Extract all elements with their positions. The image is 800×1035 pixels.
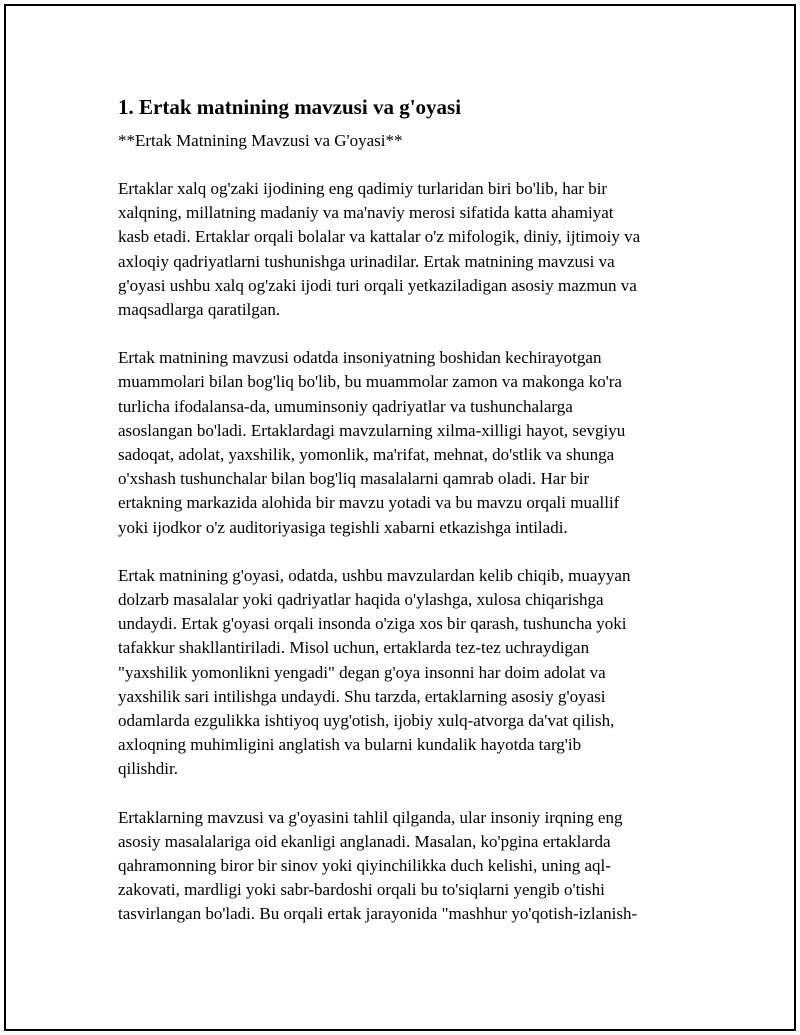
document-subtitle: **Ertak Matnining Mavzusi va G'oyasi** — [118, 131, 403, 150]
document-title: 1. Ertak matnining mavzusi va g'oyasi — [118, 95, 462, 119]
paragraph-4: Ertaklarning mavzusi va g'oyasini tahlil qilganda, ular insoniy irqning eng asosiy masalalariga oid ekanligi anglanadi. Masalan, ko'pgina ertaklarda qahramonning biror bir sinov yoki qiyinchilikka duch kelishi, uning aql- zakovati, mardligi yoki sabr-bardoshi orqali bu to'siqlarni yengib o'tishi tasvirlangan bo'ladi. Bu orqali ertak jarayonida "mashhur yo'qotish-izlanish- — [118, 807, 638, 924]
document-body — [118, 93, 684, 927]
paragraph-3: Ertak matnining g'oyasi, odatda, ushbu mavzulardan kelib chiqib, muayyan dolzarb masalalar yoki qadriyatlar haqida o'ylashga, xulosa chiqarishga undaydi. Ertak g'oyasi orqali insonda o'ziga xos bir qarash, tushuncha yoki tafakkur shakllantiriladi. Misol uchun, ertaklarda tez-tez uchraydigan "yaxshilik yomonlikni yengadi" degan g'oya insonni har doim adolat va yaxshilik sari intilishga undaydi. Shu tarzda, ertaklarning asosiy g'oyasi odamlarda ezgulikka ishtiyoq uyg'otish, ijobiy xulq-atvorga da'vat qilish, axloqning muhimligini anglatish va bularni kundalik hayotda targ'ib qilishdir. — [118, 565, 631, 779]
paragraph-2: Ertak matnining mavzusi odatda insoniyatning boshidan kechirayotgan muammolari bilan bog'liq bo'lib, bu muammolar zamon va makonga ko'ra turlicha ifodalansa-da, umuminsoniy qadriyatlar va tushunchalarga asoslangan bo'ladi. Ertaklardagi mavzularning xilma-xilligi hayot, sevgiyu sadoqat, adolat, yaxshilik, yomonlik, ma'rifat, mehnat, do'stlik va shunga o'xshash tushunchalar bilan bog'liq masalalarni qamrab oladi. Har bir ertakning markazida alohida bir mavzu yotadi va bu mavzu orqali muallif yoki ijodkor o'z auditoriyasiga tegishli xabarni etkazishga intiladi. — [118, 348, 626, 537]
paragraph-1: Ertaklar xalq og'zaki ijodining eng qadimiy turlaridan biri bo'lib, har bir xalqning, millatning madaniy va ma'naviy merosi sifatida katta ahamiyat kasb etadi. Ertaklar orqali bolalar va kattalar o'z mifologik, diniy, ijtimoiy va axloqiy qadriyatlarni tushunishga urinadilar. Ertak matnining mavzusi va g'oyasi ushbu xalq og'zaki ijodi turi orqali yetkaziladigan asosiy mazmun va maqsadlarga qaratilgan. — [118, 179, 641, 320]
